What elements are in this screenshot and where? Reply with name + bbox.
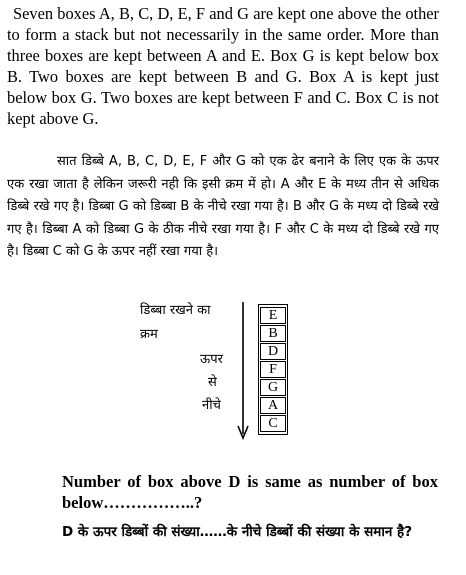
question-hindi: D के ऊपर डिब्बों की संख्या……के नीचे डिब्बों की संख्या के समान है?	[62, 524, 413, 540]
box-stack	[258, 304, 288, 435]
question-english: Number of box above D is same as number of box below……………..?	[62, 472, 438, 512]
english-puzzle-paragraph: Seven boxes A, B, C, D, E, F and G are kept one above the other to form a stack but not necessarily in the same order. More than three boxes are kept between A and E. Box G is kept below box B. Two boxes are kept between B and G. Box A is kept just below box G. Two boxes are kept between F and C. Box C is not kept above G.	[7, 4, 439, 128]
stack-box: A	[260, 397, 286, 414]
order-label-line1: डिब्बा रखने का	[140, 303, 211, 318]
stack-box: E	[260, 307, 286, 324]
down-arrow-icon	[236, 302, 250, 440]
stack-box: C	[260, 415, 286, 432]
bottom-label: नीचे	[202, 398, 221, 413]
hindi-puzzle-paragraph: सात डिब्बे A, B, C, D, E, F और G को एक ढेर बनाने के लिए एक के ऊपर एक रखा जाता है लेकिन जरूरी नही कि इसी क्रम में हो। A और E के मध्य तीन से अधिक डिब्बे रखे गए है। डिब्बा G को डिब्बा B के नीचे रखा गया है। B और G के मध्य दो डिब्बे रखे गए है। डिब्बा A को डिब्बा G के ठीक नीचे रखा गया है। F और C के मध्य दो डिब्बे रखे गए है। डिब्बा C को G के ऊपर नहीं रखा गया है।	[7, 154, 439, 259]
stack-box: G	[260, 379, 286, 396]
stack-box: D	[260, 343, 286, 360]
from-label: से	[208, 375, 217, 390]
stack-box: B	[260, 325, 286, 342]
stack-box: F	[260, 361, 286, 378]
order-label-line2: क्रम	[140, 327, 158, 342]
top-label: ऊपर	[200, 352, 223, 367]
